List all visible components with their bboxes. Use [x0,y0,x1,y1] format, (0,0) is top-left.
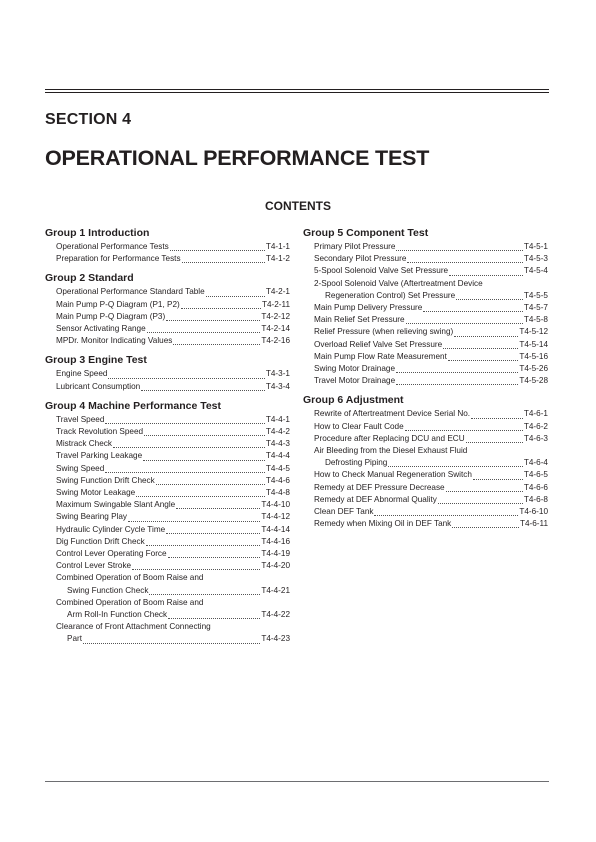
dot-leader [449,275,523,276]
toc-entry-title: Control Lever Stroke [56,561,132,571]
dot-leader [146,545,261,546]
contents-right-column [303,226,548,531]
toc-entry-title: Swing Motor Leakage [56,488,136,498]
dot-leader [143,460,265,461]
toc-entry[interactable] [45,487,290,499]
toc-entry-title: Overload Relief Valve Set Pressure [314,339,443,349]
toc-entry-continuation [314,457,548,469]
contents-heading: CONTENTS [265,199,331,213]
group-title: Group 6 Adjustment [303,394,404,407]
toc-entry[interactable] [303,241,548,253]
dot-leader [136,496,265,497]
toc-entry-title: How to Clear Fault Code [314,421,404,431]
toc-entry-page: T4-4-12 [261,512,290,522]
toc-entry-title: Swing Function Drift Check [56,475,155,485]
toc-entry[interactable] [303,302,548,314]
toc-entry-page: T4-5-16 [519,351,548,361]
toc-entry[interactable] [303,314,548,326]
toc-entry-page: T4-6-5 [523,470,548,480]
group-title: Group 4 Machine Performance Test [45,399,222,412]
toc-entry-title: Clean DEF Tank [314,507,374,517]
dot-leader [166,533,260,534]
toc-entry[interactable] [45,299,290,311]
toc-entry[interactable] [303,469,548,481]
toc-entry[interactable] [303,326,548,338]
toc-entry-continuation [56,633,290,645]
dot-leader [83,643,260,644]
toc-entry-title: Swing Motor Drainage [314,364,396,374]
dot-leader [105,423,264,424]
toc-entry-page: T4-5-7 [523,303,548,313]
dot-leader [132,569,260,570]
toc-entry-page: T4-4-6 [265,475,290,485]
toc-entry-page: T4-4-21 [261,585,290,595]
toc-entry-continuation [314,290,548,302]
toc-entry-title: Control Lever Operating Force [56,549,167,559]
toc-entry-title: How to Check Manual Regeneration Switch [314,470,472,480]
toc-entry-title: Sensor Activating Range [56,324,146,334]
dot-leader [438,503,523,504]
toc-entry-title: Operational Performance Tests [56,242,169,251]
dot-leader [406,323,523,324]
toc-entry[interactable] [303,482,548,494]
dot-leader [374,515,518,516]
toc-entry[interactable] [45,241,290,253]
dot-leader [446,491,523,492]
dot-leader [182,262,265,263]
toc-entry[interactable] [303,494,548,506]
dot-leader [128,521,260,522]
toc-entry-page: T4-2-14 [261,324,290,334]
toc-entry-title: Maximum Swingable Slant Angle [56,500,176,510]
toc-entry[interactable] [45,499,290,511]
toc-entry[interactable] [303,375,548,387]
toc-entry-page: T4-6-6 [523,482,548,492]
toc-entry-title-line1: Clearance of Front Attachment Connecting [56,622,211,632]
toc-entry-title: Rewrite of Aftertreatment Device Serial No. [314,409,471,419]
toc-entry-page: T4-4-5 [265,463,290,473]
dot-leader [166,320,260,321]
toc-entry-page: T4-1-1 [265,242,290,251]
toc-entry-title: Main Pump Flow Rate Measurement [314,351,447,361]
toc-entry-title: Primary Pilot Pressure [314,242,396,251]
toc-entry-multiline[interactable] [45,621,290,645]
toc-entry-title: Remedy at DEF Abnormal Quality [314,494,437,504]
toc-entry-page: T4-2-16 [261,336,290,346]
toc-entry-title: Main Pump Delivery Pressure [314,303,423,313]
toc-entry[interactable] [45,426,290,438]
group-title: Group 2 Standard [45,272,134,285]
toc-group [303,226,548,387]
toc-group [45,399,290,646]
toc-entry-title-line2: Part [67,634,83,644]
toc-entry-page: T4-4-14 [261,524,290,534]
bottom-rule [45,781,549,782]
dot-leader [466,442,523,443]
toc-entry-title: Swing Speed [56,463,105,473]
toc-entry-title: Main Pump P-Q Diagram (P1, P2) [56,299,180,309]
toc-entry-title: Main Relief Set Pressure [314,315,405,325]
dot-leader [108,378,264,379]
toc-entry[interactable] [303,351,548,363]
toc-entry-title: MPDr. Monitor Indicating Values [56,336,173,346]
dot-leader [396,250,522,251]
toc-entry-page: T4-6-11 [519,519,548,529]
dot-leader [141,390,265,391]
toc-entry[interactable] [45,381,290,393]
dot-leader [423,311,523,312]
toc-entry-multiline[interactable] [45,597,290,621]
toc-entry-page: T4-3-1 [265,369,290,379]
toc-entry-title: Hydraulic Cylinder Cycle Time [56,524,166,534]
dot-leader [396,372,518,373]
toc-entry-title: Secondary Pilot Pressure [314,254,407,264]
toc-entry-page: T4-5-5 [523,290,548,300]
toc-entry-page: T4-4-19 [261,549,290,559]
dot-leader [181,308,261,309]
toc-entry[interactable] [303,518,548,530]
toc-entry-title: Engine Speed [56,369,108,379]
dot-leader [448,360,518,361]
dot-leader [206,296,265,297]
toc-entry-title: Mistrack Check [56,439,112,449]
toc-entry-page: T4-6-10 [519,507,548,517]
toc-entry[interactable] [45,463,290,475]
toc-entry-page: T4-5-3 [523,254,548,264]
toc-entry-page: T4-6-3 [523,433,548,443]
toc-entry-title: Lubricant Consumption [56,381,141,391]
dot-leader [452,527,519,528]
toc-entry[interactable] [303,506,548,518]
toc-entry-title: Dig Function Drift Check [56,536,145,546]
toc-entry-title-line2: Arm Roll-In Function Check [67,610,168,620]
toc-entry[interactable] [45,311,290,323]
toc-entry-page: T4-4-3 [265,439,290,449]
toc-entry-page: T4-6-2 [523,421,548,431]
dot-leader [170,250,265,251]
toc-entry[interactable] [45,368,290,380]
toc-entry-title-line1: Combined Operation of Boom Raise and [56,573,204,583]
toc-entry[interactable] [45,560,290,572]
toc-entry-page: T4-4-2 [265,427,290,437]
group-title: Group 1 Introduction [45,227,150,239]
toc-entry[interactable] [45,253,290,265]
toc-entry[interactable] [303,363,548,375]
dot-leader [105,472,265,473]
dot-leader [144,435,265,436]
toc-entry[interactable] [45,536,290,548]
dot-leader [173,344,260,345]
toc-entry-title-line2: Swing Function Check [67,585,149,595]
toc-group [45,353,290,392]
toc-entry-page: T4-4-10 [261,500,290,510]
dot-leader [405,430,523,431]
toc-entry-multiline[interactable] [45,572,290,596]
toc-entry-multiline[interactable] [303,278,548,302]
toc-entry-title: Operational Performance Standard Table [56,287,205,297]
toc-entry-page: T4-4-20 [261,561,290,571]
toc-entry-page: T4-4-23 [261,634,290,644]
toc-entry-title: Remedy when Mixing Oil in DEF Tank [314,519,452,529]
dot-leader [113,447,265,448]
toc-entry-title: Preparation for Performance Tests [56,254,181,264]
dot-leader [388,466,523,467]
dot-leader [456,299,523,300]
top-rule [45,89,549,90]
toc-entry-page: T4-5-28 [519,376,548,386]
toc-entry-page: T4-3-4 [265,381,290,391]
toc-entry-title: Track Revolution Speed [56,427,144,437]
toc-entry-page: T4-6-4 [523,458,548,468]
toc-entry-title: Travel Speed [56,414,105,424]
dot-leader [443,348,518,349]
toc-entry-title-line1: Air Bleeding from the Diesel Exhaust Fluid [314,446,468,456]
toc-entry-multiline[interactable] [303,445,548,469]
toc-entry-page: T4-4-4 [265,451,290,461]
toc-entry-title: Relief Pressure (when relieving swing) [314,327,454,337]
dot-leader [176,508,260,509]
toc-entry-title-line1: 2-Spool Solenoid Valve (Aftertreatment Device [314,278,483,288]
toc-entry-title: Travel Motor Drainage [314,376,396,386]
toc-entry[interactable] [45,438,290,450]
dot-leader [156,484,265,485]
toc-entry-page: T4-4-8 [265,488,290,498]
toc-entry-page: T4-4-16 [261,536,290,546]
toc-entry[interactable] [303,408,548,420]
toc-entry[interactable] [45,286,290,298]
toc-entry[interactable] [45,548,290,560]
top-rule-second [45,92,549,93]
dot-leader [147,332,261,333]
toc-entry-page: T4-5-12 [519,327,548,337]
toc-entry-page: T4-6-1 [523,409,548,419]
toc-entry[interactable] [303,339,548,351]
toc-group [303,393,548,530]
toc-entry-title-line2: Regeneration Control) Set Pressure [325,290,456,300]
toc-entry[interactable] [45,414,290,426]
dot-leader [407,262,522,263]
dot-leader [471,418,523,419]
contents-left-column [45,226,290,647]
group-title: Group 5 Component Test [303,227,429,239]
group-title: Group 3 Engine Test [45,354,147,367]
toc-entry-page: T4-5-1 [523,242,548,251]
toc-entry-page: T4-2-12 [261,311,290,321]
dot-leader [149,594,260,595]
dot-leader [454,336,518,337]
dot-leader [168,618,260,619]
toc-entry-title: Procedure after Replacing DCU and ECU [314,433,465,443]
toc-entry[interactable] [45,475,290,487]
toc-entry-page: T4-6-8 [523,494,548,504]
toc-entry-title: Remedy at DEF Pressure Decrease [314,482,445,492]
section-label: SECTION 4 [45,111,132,128]
dot-leader [168,557,261,558]
toc-entry[interactable] [45,524,290,536]
toc-entry-title: Main Pump P-Q Diagram (P3) [56,311,166,321]
toc-entry-title: Travel Parking Leakage [56,451,143,461]
dot-leader [473,479,523,480]
toc-entry-page: T4-4-1 [265,414,290,424]
toc-entry[interactable] [45,511,290,523]
toc-entry-title-line2: Defrosting Piping [325,458,388,468]
toc-entry-title: Swing Bearing Play [56,512,127,522]
toc-entry-title-line1: Combined Operation of Boom Raise and [56,597,204,607]
dot-leader [396,384,518,385]
toc-entry-page: T4-5-14 [519,339,548,349]
toc-entry-page: T4-1-2 [265,254,290,264]
toc-entry[interactable] [303,265,548,277]
toc-entry[interactable] [303,421,548,433]
toc-entry-page: T4-5-4 [523,266,548,276]
toc-entry-page: T4-2-11 [261,299,290,309]
toc-entry[interactable] [303,253,548,265]
toc-group [45,226,290,265]
toc-entry-continuation [56,585,290,597]
toc-entry-page: T4-5-8 [523,315,548,325]
toc-entry[interactable] [303,433,548,445]
toc-entry-page: T4-2-1 [265,287,290,297]
toc-entry-continuation [56,609,290,621]
toc-entry[interactable] [45,450,290,462]
page-title: OPERATIONAL PERFORMANCE TEST [45,146,430,170]
toc-entry-page: T4-4-22 [261,610,290,620]
toc-entry[interactable] [45,323,290,335]
toc-group [45,271,290,347]
toc-entry-page: T4-5-26 [519,364,548,374]
toc-entry[interactable] [45,335,290,347]
toc-entry-title: 5-Spool Solenoid Valve Set Pressure [314,266,449,276]
